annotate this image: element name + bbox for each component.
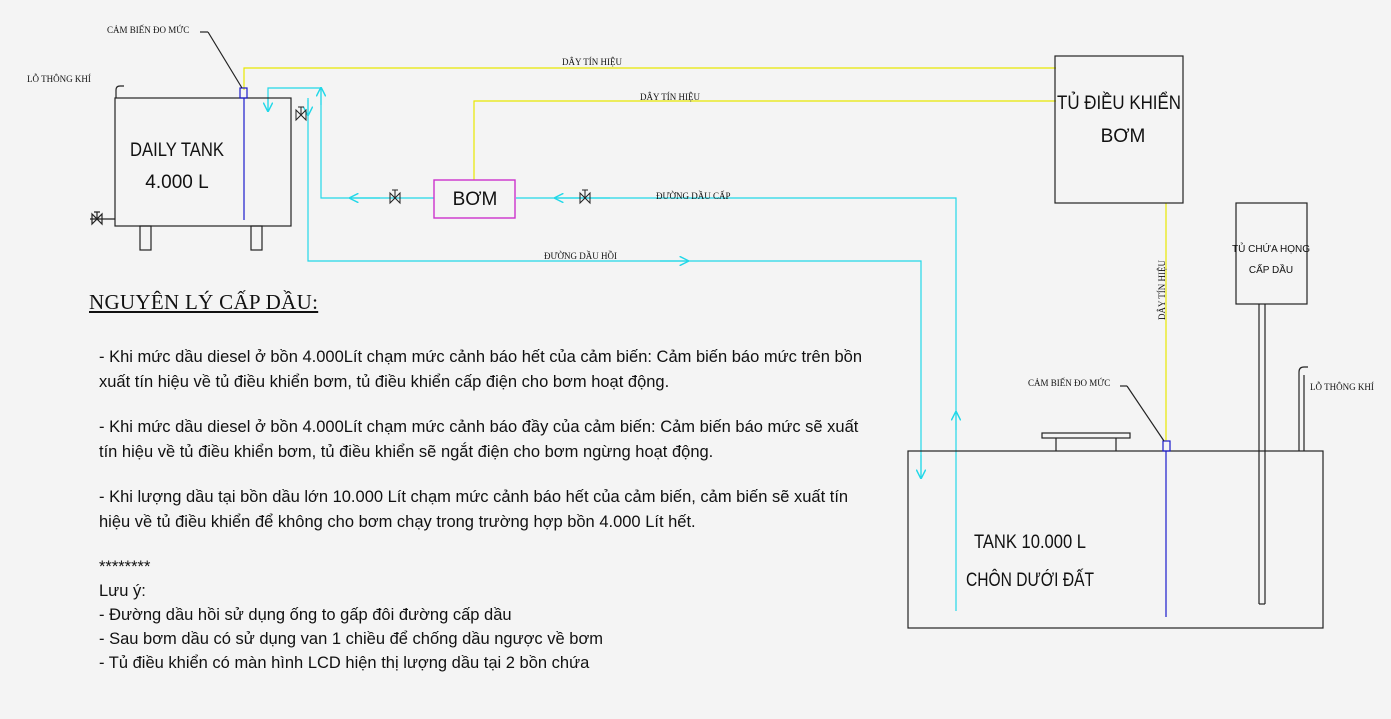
control-cabinet-subtitle: BƠM: [1100, 126, 1146, 147]
hose-cabinet: [1236, 203, 1307, 604]
note-title: Lưu ý:: [99, 582, 146, 600]
control-cabinet-title: TỦ ĐIỀU KHIỂN: [1057, 93, 1197, 114]
return-line-label: ĐƯỜNG DẦU HỒI: [544, 251, 617, 261]
valves: [296, 107, 590, 203]
signal-wire-label-3: DÂY TÍN HIỆU: [1157, 260, 1167, 320]
hose-cabinet-title: TỦ CHỨA HỌNG: [1232, 244, 1310, 255]
main-tank-manhole: [1042, 433, 1130, 438]
daily-return-valve-icon: [296, 107, 306, 120]
principle-paragraph-3: - Khi lượng dầu tại bồn dầu lớn 10.000 Lít chạm mức cảnh báo hết của cảm biến, cảm biến sẽ xuất tín hiệu về tủ điều khiển để không cho bơm chạy trong trường hợp bồn 4.000 Lít hết.: [99, 488, 849, 531]
daily-tank-title: DAILY TANK: [130, 140, 225, 161]
notes-separator: ********: [99, 558, 151, 576]
pump-label: BƠM: [452, 189, 498, 210]
note-item: - Sau bơm dầu có sử dụng van 1 chiều để chống dầu ngược về bơm: [99, 630, 604, 648]
pump-inlet-valve-icon: [580, 190, 590, 203]
operating-principle-notes: [89, 290, 889, 675]
signal-wire-daily-sensor: [244, 68, 1056, 90]
signal-wire-label-2: DÂY TÍN HIỆU: [640, 92, 700, 102]
main-sensor-label: CẢM BIẾN ĐO MỨC: [1028, 378, 1111, 388]
daily-tank-body: [115, 98, 291, 226]
daily-vent-pipe: [116, 86, 124, 98]
note-item: - Tủ điều khiển có màn hình LCD hiện thị lượng dầu tại 2 bồn chứa: [99, 654, 590, 672]
daily-vent-label: LỖ THÔNG KHÍ: [27, 74, 91, 84]
supply-inlet-hook: [268, 88, 321, 110]
supply-line-label: ĐƯỜNG DẦU CẤP: [656, 191, 731, 201]
daily-tank-capacity: 4.000 L: [145, 172, 209, 193]
pump-outlet-valve-icon: [390, 190, 400, 203]
hose-cabinet-subtitle: CẤP DẦU: [1248, 265, 1294, 276]
signal-wire-label-1: DÂY TÍN HIỆU: [562, 57, 622, 67]
main-sensor-leader-2: [1127, 386, 1164, 441]
daily-tank-leg-right: [251, 226, 262, 250]
daily-sensor-label: CẢM BIẾN ĐO MỨC: [107, 25, 190, 35]
main-tank-title: TANK 10.000 L: [974, 532, 1086, 553]
main-tank-subtitle: CHÔN DƯỚI ĐẤT: [966, 570, 1123, 591]
main-sensor-head: [1163, 441, 1170, 451]
main-vent-label: LỖ THÔNG KHÍ: [1310, 382, 1374, 392]
daily-tank-leg-left: [140, 226, 151, 250]
note-item: - Đường dầu hồi sử dụng ống to gấp đôi đường cấp dầu: [99, 606, 512, 624]
signal-wire-pump: [474, 101, 1056, 180]
notes-heading: NGUYÊN LÝ CẤP DẦU:: [89, 290, 319, 314]
daily-drain-valve-icon: [92, 212, 102, 224]
main-tank-body: [908, 451, 1323, 628]
principle-paragraph-2: - Khi mức dầu diesel ở bồn 4.000Lít chạm mức cảnh báo đầy của cảm biến: Cảm biến báo mức sẽ xuất tín hiệu về tủ điều khiển bơm, tủ điều khiển sẽ ngắt điện cho bơm ngừng hoạt động.: [99, 418, 859, 461]
supply-line-to-daily: [321, 88, 434, 198]
note-block: [99, 555, 889, 675]
principle-paragraph-1: - Khi mức dầu diesel ở bồn 4.000Lít chạm mức cảnh báo hết của cảm biến: Cảm biến báo mức trên bồn xuất tín hiệu về tủ điều khiển bơm, tủ điều khiển cấp điện cho bơm hoạt động.: [99, 348, 863, 391]
daily-sensor-leader-2: [208, 32, 242, 88]
